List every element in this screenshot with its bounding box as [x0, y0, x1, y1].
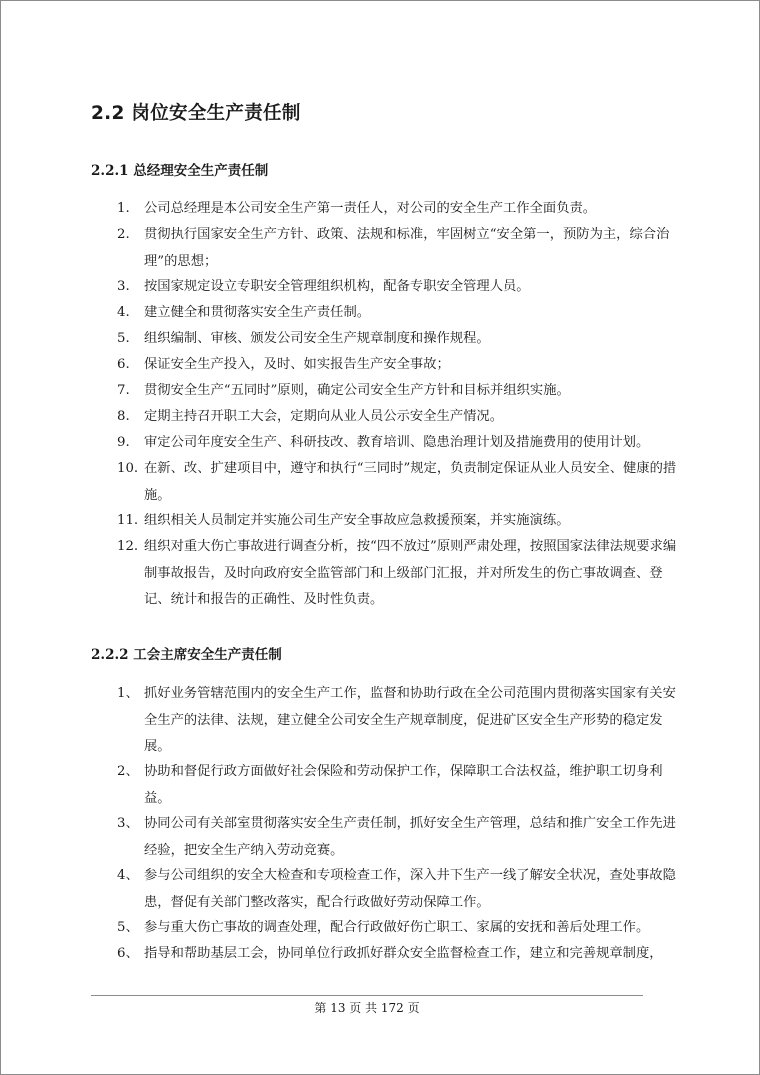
list-item-number: 12. — [117, 539, 139, 554]
list-item-number: 2. — [117, 227, 130, 242]
list-item — [117, 352, 677, 379]
list-item — [117, 326, 677, 353]
list-item-number: 5. — [117, 331, 130, 346]
list-item — [117, 222, 677, 275]
list-item-number: 4、 — [117, 868, 139, 883]
list-item — [117, 915, 677, 942]
list-item — [117, 508, 677, 535]
list-item — [117, 456, 677, 509]
list-item-number: 8. — [117, 409, 130, 424]
list-item-text: 参与重大伤亡事故的调查处理，配合行政做好伤亡职工、家属的安抚和善后处理工作。 — [144, 920, 650, 935]
footer-divider — [91, 995, 643, 996]
list-item-text: 在新、改、扩建项目中，遵守和执行“三同时”规定，负责制定保证从业人员安全、健康的措施。 — [144, 461, 677, 503]
list-item-text: 协助和督促行政方面做好社会保险和劳动保护工作，保障职工合法权益，维护职工切身利益。 — [144, 764, 663, 806]
list-item-text: 协同公司有关部室贯彻落实安全生产责任制，抓好安全生产管理，总结和推广安全工作先进经验，把安全生产纳入劳动竞赛。 — [144, 816, 676, 858]
list-item-number: 6. — [117, 357, 130, 372]
list-item — [117, 941, 677, 968]
list-item-text: 组织相关人员制定并实施公司生产安全事故应急救援预案，并实施演练。 — [144, 513, 570, 528]
list-item-number: 3、 — [117, 816, 139, 831]
list-item-number: 10. — [117, 461, 139, 476]
list-item-text: 公司总经理是本公司安全生产第一责任人，对公司的安全生产工作全面负责。 — [144, 201, 597, 216]
list-item-number: 3. — [117, 279, 130, 294]
list-item-text: 保证安全生产投入，及时、如实报告生产安全事故； — [144, 357, 450, 372]
list-item-number: 6、 — [117, 946, 139, 961]
list-item-number: 4. — [117, 305, 130, 320]
list-item-number: 9. — [117, 435, 130, 450]
list-item-text: 建立健全和贯彻落实安全生产责任制。 — [144, 305, 371, 320]
list-item-text: 组织编制、审核、颁发公司安全生产规章制度和操作规程。 — [144, 331, 490, 346]
list-item-text: 定期主持召开职工大会，定期向从业人员公示安全生产情况。 — [144, 409, 504, 424]
list-item — [117, 863, 677, 916]
list-item-number: 1、 — [117, 686, 139, 701]
subsection-title-2: 2.2.2 工会主席安全生产责任制 — [91, 647, 282, 663]
list-item-number: 1. — [117, 201, 130, 216]
list-item — [117, 274, 677, 301]
list-item — [117, 534, 677, 614]
list-item — [117, 681, 677, 761]
list-item-number: 7. — [117, 383, 130, 398]
list-item-text: 按国家规定设立专职安全管理组织机构，配备专职安全管理人员。 — [144, 279, 530, 294]
list-item-number: 5、 — [117, 920, 139, 935]
list-item-number: 2、 — [117, 764, 139, 779]
list-item-number: 11. — [117, 513, 139, 528]
list-item — [117, 378, 677, 405]
list-item — [117, 300, 677, 327]
list-item-text: 贯彻执行国家安全生产方针、政策、法规和标准，牢固树立“安全第一，预防为主，综合治理”的思想； — [144, 227, 670, 269]
list-item — [117, 196, 677, 223]
list-item-text: 组织对重大伤亡事故进行调查分析，按“四不放过”原则严肃处理，按照国家法律法规要求编制事故报告，及时向政府安全监管部门和上级部门汇报，并对所发生的伤亡事故调查、登记、统计和报告的正确性、及时性负责。 — [144, 539, 677, 607]
list-item — [117, 811, 677, 864]
list-item-text: 指导和帮助基层工会，协同单位行政抓好群众安全监督检查工作，建立和完善规章制度， — [144, 946, 663, 961]
list-item-text: 贯彻安全生产“五同时”原则，确定公司安全生产方针和目标并组织实施。 — [144, 383, 570, 398]
page-number: 第 13 页 共 172 页 — [314, 1001, 420, 1015]
subsection-title-1: 2.2.1 总经理安全生产责任制 — [91, 163, 269, 179]
section-title: 2.2 岗位安全生产责任制 — [91, 103, 301, 124]
list-item-text: 参与公司组织的安全大检查和专项检查工作，深入井下生产一线了解安全状况，查处事故隐患，督促有关部门整改落实，配合行政做好劳动保障工作。 — [144, 868, 676, 910]
list-item — [117, 404, 677, 431]
list-item-text: 审定公司年度安全生产、科研技改、教育培训、隐患治理计划及措施费用的使用计划。 — [144, 435, 650, 450]
list-item — [117, 430, 677, 457]
list-item-text: 抓好业务管辖范围内的安全生产工作，监督和协助行政在全公司范围内贯彻落实国家有关安全生产的法律、法规，建立健全公司安全生产规章制度，促进矿区安全生产形势的稳定发展。 — [144, 686, 676, 754]
list-item — [117, 759, 677, 812]
